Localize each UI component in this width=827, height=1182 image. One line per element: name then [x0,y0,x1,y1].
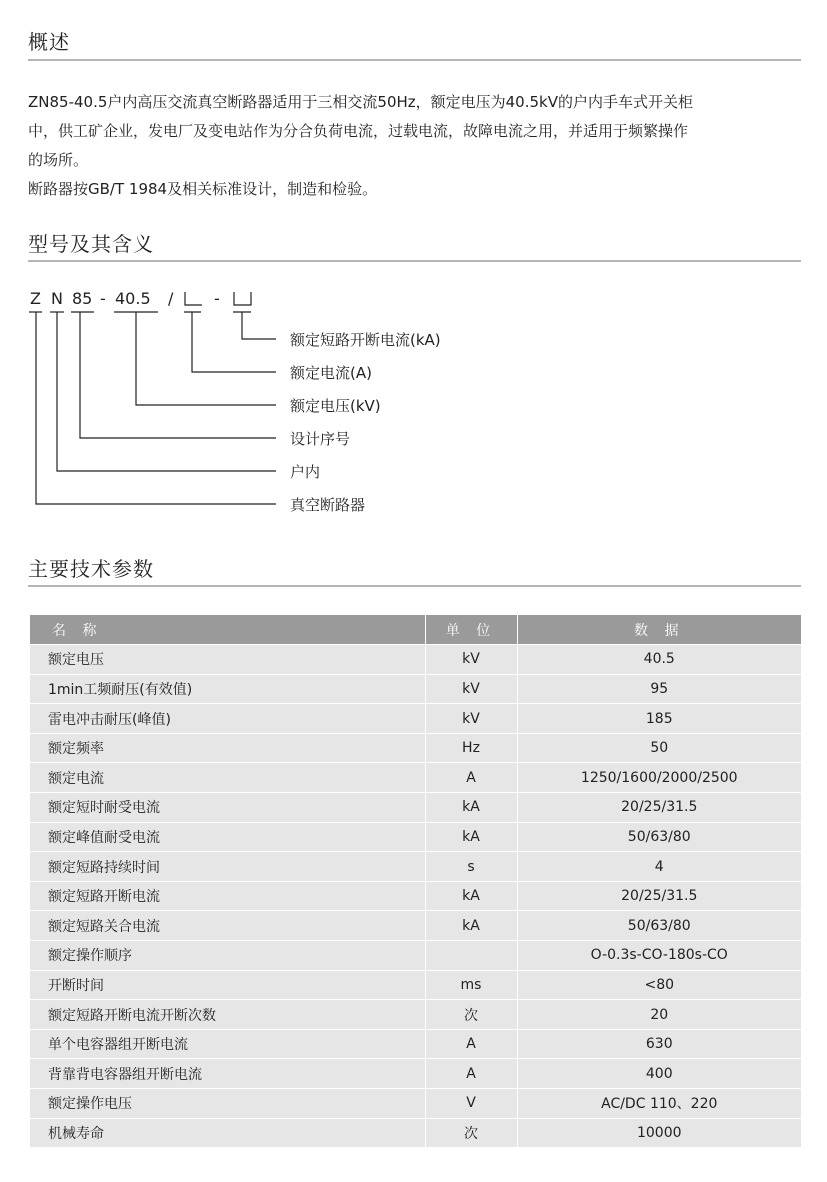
param-value: O-0.3s-CO-180s-CO [517,941,801,971]
param-unit: ms [425,970,517,1000]
param-name: 1min工频耐压(有效值) [30,674,425,704]
table-row [30,970,801,1000]
label-rated-current: 额定电流(A) [290,364,372,382]
parameters-table [30,615,801,1148]
connector-design-number [80,312,276,438]
code-voltage: 40.5 [115,289,151,308]
param-name: 额定操作顺序 [30,941,425,971]
table-row [30,1059,801,1089]
param-value: 630 [517,1029,801,1059]
param-unit: kA [425,881,517,911]
table-row [30,704,801,734]
table-row [30,645,801,675]
header-name: 名 称 [30,615,425,645]
table-row [30,674,801,704]
param-value: <80 [517,970,801,1000]
param-unit: s [425,852,517,882]
connector-voltage [136,312,276,405]
param-value: 40.5 [517,645,801,675]
param-name: 额定操作电压 [30,1089,425,1119]
connector-indoor [57,312,276,471]
param-unit [425,941,517,971]
code-slash: / [168,289,174,308]
table-header-row [30,615,801,645]
param-name: 额定电压 [30,645,425,675]
connector-vacuum [36,312,276,504]
code-letter-n: N [51,289,63,308]
code-design-number: 85 [72,289,93,308]
param-name: 额定短时耐受电流 [30,793,425,823]
overview-line: 中，供工矿企业，发电厂及变电站作为分合负荷电流，过载电流，故障电流之用，并适用于频繁操作 [28,122,689,140]
param-unit: kV [425,704,517,734]
param-value: 185 [517,704,801,734]
param-unit: 次 [425,1000,517,1030]
breaking-current-placeholder-box [234,292,251,305]
param-name: 额定峰值耐受电流 [30,822,425,852]
param-unit: kA [425,911,517,941]
code-dash: - [214,289,220,308]
connector-breaking-current [242,312,276,339]
label-vacuum-breaker: 真空断路器 [290,496,366,514]
model-heading: 型号及其含义 [28,232,154,256]
params-heading: 主要技术参数 [28,557,154,581]
param-name: 额定短路开断电流开断次数 [30,1000,425,1030]
code-letter-z: Z [30,289,41,308]
table-row [30,911,801,941]
param-unit: Hz [425,733,517,763]
param-name: 单个电容器组开断电流 [30,1029,425,1059]
param-unit: kV [425,674,517,704]
label-rated-short-circuit-breaking-current: 额定短路开断电流(kA) [290,331,441,349]
param-value: 20/25/31.5 [517,793,801,823]
table-row [30,852,801,882]
label-indoor: 户内 [290,463,321,481]
table-row [30,1089,801,1119]
param-name: 额定电流 [30,763,425,793]
param-unit: kA [425,793,517,823]
param-value: 4 [517,852,801,882]
table-row [30,1118,801,1148]
table-row [30,1029,801,1059]
param-name: 额定频率 [30,733,425,763]
table-row [30,822,801,852]
header-unit: 单 位 [425,615,517,645]
param-name: 额定短路开断电流 [30,881,425,911]
param-value: 10000 [517,1118,801,1148]
overview-heading: 概述 [28,30,70,54]
param-value: 400 [517,1059,801,1089]
label-design-number: 设计序号 [290,430,351,448]
table-row [30,793,801,823]
param-unit: A [425,763,517,793]
param-name: 开断时间 [30,970,425,1000]
param-value: 50/63/80 [517,911,801,941]
param-value: 20/25/31.5 [517,881,801,911]
code-dash: - [100,289,106,308]
connector-current [192,312,276,372]
model-code-diagram [0,280,827,520]
param-name: 额定短路关合电流 [30,911,425,941]
params-divider [28,585,801,587]
param-name: 雷电冲击耐压(峰值) [30,704,425,734]
param-value: 50/63/80 [517,822,801,852]
table-row [30,733,801,763]
param-unit: kA [425,822,517,852]
overview-text [28,88,803,204]
table-row [30,881,801,911]
param-name: 机械寿命 [30,1118,425,1148]
label-rated-voltage: 额定电压(kV) [290,397,381,415]
model-divider [28,260,801,262]
table-row [30,1000,801,1030]
header-value: 数 据 [517,615,801,645]
param-name: 额定短路持续时间 [30,852,425,882]
param-value: 20 [517,1000,801,1030]
param-name: 背靠背电容器组开断电流 [30,1059,425,1089]
param-value: 50 [517,733,801,763]
param-unit: V [425,1089,517,1119]
param-unit: A [425,1059,517,1089]
param-value: AC/DC 110、220 [517,1089,801,1119]
overview-line: ZN85-40.5户内高压交流真空断路器适用于三相交流50Hz，额定电压为40.5kV的户内手车式开关柜 [28,93,693,111]
current-placeholder-box [185,292,202,305]
overview-line: 断路器按GB/T 1984及相关标准设计，制造和检验。 [28,180,378,198]
overview-divider [28,59,801,61]
table-row [30,941,801,971]
param-unit: 次 [425,1118,517,1148]
table-row [30,763,801,793]
param-unit: kV [425,645,517,675]
param-value: 1250/1600/2000/2500 [517,763,801,793]
param-value: 95 [517,674,801,704]
param-unit: A [425,1029,517,1059]
overview-line: 的场所。 [28,151,89,169]
